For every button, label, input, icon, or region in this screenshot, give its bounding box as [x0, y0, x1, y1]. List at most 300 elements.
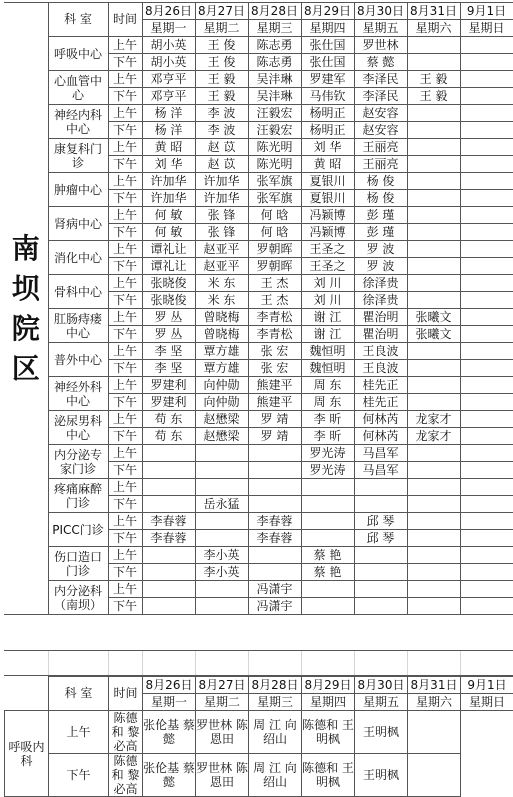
table-row — [4, 343, 513, 360]
doctor-cell — [195, 581, 248, 598]
doctor-cell: 王 毅 — [195, 71, 248, 88]
doctor-cell: 罗世林 — [354, 37, 407, 54]
time-slot: 上午 — [108, 105, 142, 122]
table-row — [4, 37, 513, 54]
doctor-cell: 马昌军 — [354, 445, 407, 462]
time-slot: 下午 — [108, 530, 142, 547]
doctor-cell: 罗光涛 — [301, 462, 354, 479]
weekday-header: 星期三 — [249, 694, 302, 711]
table-row — [4, 309, 513, 326]
grid-line — [142, 651, 143, 675]
dept-name: 肿瘤中心 — [48, 173, 108, 207]
doctor-cell — [407, 360, 460, 377]
doctor-cell: 陈德和 王明枫 — [302, 754, 355, 797]
weekday-header: 星期三 — [248, 20, 301, 37]
doctor-cell: 王 毅 — [407, 71, 460, 88]
doctor-cell: 赵亚平 — [195, 258, 248, 275]
doctor-cell — [460, 122, 513, 139]
doctor-cell — [301, 479, 354, 496]
doctor-cell: 覃方雄 — [195, 360, 248, 377]
weekday-header: 星期五 — [355, 694, 408, 711]
doctor-cell — [248, 445, 301, 462]
time-header: 时间 — [109, 677, 143, 711]
doctor-cell — [407, 37, 460, 54]
weekday-header: 星期一 — [143, 694, 196, 711]
doctor-cell — [460, 241, 513, 258]
grid-line — [460, 651, 461, 675]
doctor-cell: 彭 瑾 — [354, 207, 407, 224]
doctor-cell: 何林芮 — [354, 411, 407, 428]
schedule-table-nanba — [4, 2, 513, 615]
doctor-cell: 罗世林 陈恩田 — [196, 711, 249, 754]
doctor-cell: 李青松 — [248, 326, 301, 343]
doctor-cell: 张伦基 蔡 懿 — [143, 711, 196, 754]
dept-name: 肛肠痔瘘中心 — [48, 309, 108, 343]
table-row — [4, 445, 513, 462]
doctor-cell — [460, 564, 513, 581]
doctor-cell — [142, 479, 195, 496]
doctor-cell — [460, 547, 513, 564]
time-slot: 上午 — [108, 445, 142, 462]
doctor-cell: 何 晗 — [248, 207, 301, 224]
date-header: 8月29日 — [302, 677, 355, 694]
time-slot: 下午 — [108, 428, 142, 445]
doctor-cell: 张仕国 — [301, 37, 354, 54]
doctor-cell — [248, 547, 301, 564]
doctor-cell — [142, 462, 195, 479]
doctor-cell: 王明枫 — [355, 754, 408, 797]
doctor-cell — [460, 462, 513, 479]
doctor-cell — [407, 530, 460, 547]
doctor-cell: 罗朝晖 — [248, 241, 301, 258]
doctor-cell: 陈光明 — [248, 139, 301, 156]
doctor-cell: 赵 苡 — [195, 139, 248, 156]
doctor-cell: 张 锋 — [195, 207, 248, 224]
doctor-cell: 王 俊 — [195, 37, 248, 54]
doctor-cell — [407, 190, 460, 207]
weekday-header: 星期日 — [461, 694, 513, 711]
doctor-cell: 赵懋梁 — [195, 411, 248, 428]
doctor-cell: 张军旗 — [248, 190, 301, 207]
doctor-cell: 曾晓梅 — [195, 309, 248, 326]
dept-name: PICC门诊 — [48, 513, 108, 547]
doctor-cell — [460, 88, 513, 105]
time-slot: 下午 — [108, 54, 142, 71]
doctor-cell — [460, 190, 513, 207]
doctor-cell: 徐泽贵 — [354, 275, 407, 292]
date-header: 8月30日 — [355, 677, 408, 694]
doctor-cell — [460, 428, 513, 445]
time-slot: 上午 — [108, 513, 142, 530]
doctor-cell: 陈志勇 — [248, 54, 301, 71]
time-slot: 下午 — [108, 156, 142, 173]
doctor-cell: 李春蓉 — [142, 513, 195, 530]
weekday-header: 星期二 — [196, 694, 249, 711]
doctor-cell: 刘 华 — [142, 156, 195, 173]
date-header: 8月27日 — [195, 3, 248, 20]
doctor-cell: 胡小英 — [142, 37, 195, 54]
dept-name: 内分泌科（南坝） — [48, 581, 108, 615]
dept-header: 科 室 — [49, 677, 109, 711]
doctor-cell: 赵懋梁 — [195, 428, 248, 445]
doctor-cell — [407, 394, 460, 411]
doctor-cell — [460, 258, 513, 275]
doctor-cell — [407, 241, 460, 258]
doctor-cell: 罗世林 陈恩田 — [196, 754, 249, 797]
time-slot: 上午 — [108, 37, 142, 54]
grid-line — [108, 651, 109, 675]
doctor-cell: 夏银川 — [301, 190, 354, 207]
doctor-cell — [301, 598, 354, 615]
doctor-cell — [301, 581, 354, 598]
doctor-cell: 桂先正 — [354, 394, 407, 411]
dept-name: 消化中心 — [48, 241, 108, 275]
doctor-cell: 罗建军 — [301, 71, 354, 88]
doctor-cell — [407, 377, 460, 394]
doctor-cell: 张伦基 蔡 懿 — [143, 754, 196, 797]
doctor-cell — [407, 496, 460, 513]
doctor-cell: 瞿治明 — [354, 326, 407, 343]
time-slot: 上午 — [108, 241, 142, 258]
doctor-cell: 魏恒明 — [301, 343, 354, 360]
doctor-cell — [407, 445, 460, 462]
doctor-cell — [460, 326, 513, 343]
time-slot: 下午 — [108, 258, 142, 275]
doctor-cell — [407, 581, 460, 598]
doctor-cell — [301, 530, 354, 547]
doctor-cell: 夏银川 — [301, 173, 354, 190]
doctor-cell: 谢 江 — [301, 326, 354, 343]
weekday-header: 星期一 — [142, 20, 195, 37]
doctor-cell: 汪毅宏 — [248, 122, 301, 139]
time-header: 时间 — [108, 3, 142, 37]
doctor-cell — [142, 496, 195, 513]
doctor-cell — [354, 598, 407, 615]
doctor-cell — [460, 479, 513, 496]
dept-name: 疼痛麻醉门诊 — [48, 479, 108, 513]
doctor-cell: 吴沣琳 — [248, 88, 301, 105]
doctor-cell — [460, 377, 513, 394]
doctor-cell: 岳永猛 — [195, 496, 248, 513]
time-slot: 下午 — [108, 598, 142, 615]
blank-cell — [5, 677, 49, 711]
doctor-cell: 刘 华 — [301, 139, 354, 156]
dept-name: 康复科门诊 — [48, 139, 108, 173]
doctor-cell: 邓亨平 — [142, 71, 195, 88]
doctor-cell — [248, 479, 301, 496]
doctor-cell — [407, 54, 460, 71]
doctor-cell: 何林芮 — [354, 428, 407, 445]
dept-name: 骨科中心 — [48, 275, 108, 309]
doctor-cell: 龙家才 — [407, 411, 460, 428]
doctor-cell — [460, 581, 513, 598]
table-row — [5, 711, 513, 754]
doctor-cell — [407, 343, 460, 360]
doctor-cell — [460, 343, 513, 360]
doctor-cell — [142, 598, 195, 615]
doctor-cell: 杨 俊 — [354, 190, 407, 207]
doctor-cell: 赵 苡 — [195, 156, 248, 173]
doctor-cell — [460, 292, 513, 309]
doctor-cell: 李 昕 — [301, 411, 354, 428]
doctor-cell: 许加华 — [142, 173, 195, 190]
time-slot: 上午 — [108, 173, 142, 190]
time-slot: 上午 — [108, 547, 142, 564]
doctor-cell: 王丽亮 — [354, 156, 407, 173]
schedule-table-section2 — [4, 676, 513, 797]
doctor-cell — [407, 513, 460, 530]
doctor-cell: 陈光明 — [248, 156, 301, 173]
date-header: 8月26日 — [142, 3, 195, 20]
doctor-cell: 苟 东 — [142, 428, 195, 445]
time-slot: 下午 — [108, 496, 142, 513]
doctor-cell: 王丽亮 — [354, 139, 407, 156]
doctor-cell — [248, 564, 301, 581]
doctor-cell: 许加华 — [142, 190, 195, 207]
doctor-cell — [407, 598, 460, 615]
doctor-cell: 米 东 — [195, 292, 248, 309]
doctor-cell: 罗 波 — [354, 241, 407, 258]
doctor-cell: 王 杰 — [248, 292, 301, 309]
doctor-cell: 张晓俊 — [142, 275, 195, 292]
doctor-cell: 蔡 懿 — [354, 54, 407, 71]
doctor-cell — [195, 445, 248, 462]
doctor-cell: 王 俊 — [195, 54, 248, 71]
doctor-cell — [460, 173, 513, 190]
dept-name: 泌尿男科中心 — [48, 411, 108, 445]
date-header: 8月30日 — [354, 3, 407, 20]
table-row — [4, 547, 513, 564]
doctor-cell: 苟 东 — [142, 411, 195, 428]
doctor-cell: 罗朝晖 — [248, 258, 301, 275]
dept-name: 伤口造口门诊 — [48, 547, 108, 581]
doctor-cell: 李泽民 — [354, 88, 407, 105]
doctor-cell — [142, 581, 195, 598]
doctor-cell: 李泽民 — [354, 71, 407, 88]
doctor-cell: 杨明正 — [301, 105, 354, 122]
campus-label: 南坝院区 — [4, 3, 48, 615]
doctor-cell: 谭礼让 — [142, 241, 195, 258]
grid-line — [301, 651, 302, 675]
doctor-cell: 杨明正 — [301, 122, 354, 139]
doctor-cell: 李 波 — [195, 122, 248, 139]
doctor-cell: 蔡 艳 — [301, 547, 354, 564]
doctor-cell: 何 敏 — [142, 224, 195, 241]
doctor-cell — [407, 462, 460, 479]
weekday-header: 星期四 — [302, 694, 355, 711]
dept-name: 呼吸中心 — [48, 37, 108, 71]
time-slot: 下午 — [108, 462, 142, 479]
grid-line — [354, 651, 355, 675]
doctor-cell: 张 宏 — [248, 360, 301, 377]
doctor-cell: 周 江 向绍山 — [249, 711, 302, 754]
table-row — [4, 139, 513, 156]
time-slot: 下午 — [108, 88, 142, 105]
doctor-cell — [460, 411, 513, 428]
doctor-cell — [301, 513, 354, 530]
doctor-cell: 向仲勋 — [195, 394, 248, 411]
grid-line — [248, 651, 249, 675]
doctor-cell — [460, 71, 513, 88]
time-slot: 上午 — [49, 711, 109, 754]
doctor-cell — [407, 258, 460, 275]
doctor-cell — [407, 139, 460, 156]
doctor-cell: 王圣之 — [301, 241, 354, 258]
doctor-cell: 彭 瑾 — [354, 224, 407, 241]
doctor-cell — [248, 496, 301, 513]
time-slot: 上午 — [108, 207, 142, 224]
doctor-cell — [460, 394, 513, 411]
doctor-cell: 王 杰 — [248, 275, 301, 292]
doctor-cell: 罗建利 — [142, 377, 195, 394]
doctor-cell — [195, 462, 248, 479]
time-slot: 上午 — [108, 377, 142, 394]
doctor-cell — [407, 224, 460, 241]
doctor-cell: 杨 洋 — [142, 122, 195, 139]
doctor-cell — [407, 207, 460, 224]
doctor-cell: 王 毅 — [195, 88, 248, 105]
doctor-cell — [407, 105, 460, 122]
doctor-cell: 何 晗 — [248, 224, 301, 241]
doctor-cell — [460, 513, 513, 530]
date-header: 8月31日 — [408, 677, 461, 694]
doctor-cell: 李春蓉 — [248, 513, 301, 530]
time-slot: 下午 — [108, 122, 142, 139]
doctor-cell — [460, 207, 513, 224]
table-row — [4, 71, 513, 88]
dept-name: 普外中心 — [48, 343, 108, 377]
doctor-cell — [195, 598, 248, 615]
doctor-cell: 张仕国 — [301, 54, 354, 71]
dept-name: 内分泌专家门诊 — [48, 445, 108, 479]
doctor-cell — [354, 547, 407, 564]
doctor-cell: 冯颖博 — [301, 207, 354, 224]
table-row — [4, 241, 513, 258]
doctor-cell: 王良波 — [354, 343, 407, 360]
weekday-header: 星期四 — [301, 20, 354, 37]
date-header: 9月1日 — [460, 3, 513, 20]
doctor-cell: 张曦文 — [407, 326, 460, 343]
weekday-header: 星期五 — [354, 20, 407, 37]
doctor-cell: 龙家才 — [407, 428, 460, 445]
date-header: 8月26日 — [143, 677, 196, 694]
doctor-cell: 陈德和 王明枫 — [302, 711, 355, 754]
doctor-cell: 冯潇宇 — [248, 581, 301, 598]
doctor-cell: 李青松 — [248, 309, 301, 326]
date-header: 8月31日 — [407, 3, 460, 20]
time-slot: 上午 — [108, 139, 142, 156]
doctor-cell: 罗光涛 — [301, 445, 354, 462]
doctor-cell: 邱 琴 — [354, 530, 407, 547]
doctor-cell — [354, 564, 407, 581]
doctor-cell: 冯颖博 — [301, 224, 354, 241]
weekday-header: 星期六 — [407, 20, 460, 37]
doctor-cell: 马伟钦 — [301, 88, 354, 105]
table-row — [5, 754, 513, 797]
dept-name: 神经内科中心 — [48, 105, 108, 139]
doctor-cell: 王明枫 — [355, 711, 408, 754]
doctor-cell: 桂先正 — [354, 377, 407, 394]
table-row — [4, 411, 513, 428]
doctor-cell: 瞿治明 — [354, 309, 407, 326]
doctor-cell — [460, 598, 513, 615]
doctor-cell: 覃方雄 — [195, 343, 248, 360]
doctor-cell: 赵安容 — [354, 105, 407, 122]
doctor-cell: 张晓俊 — [142, 292, 195, 309]
time-slot: 下午 — [108, 326, 142, 343]
table-row — [4, 207, 513, 224]
doctor-cell: 邓亨平 — [142, 88, 195, 105]
doctor-cell: 李春蓉 — [142, 530, 195, 547]
doctor-cell — [407, 122, 460, 139]
doctor-cell — [460, 105, 513, 122]
doctor-cell: 谢 江 — [301, 309, 354, 326]
doctor-cell — [195, 530, 248, 547]
grid-line — [407, 651, 408, 675]
date-header: 8月28日 — [249, 677, 302, 694]
grid-line — [48, 651, 49, 675]
doctor-cell: 吴沣琳 — [248, 71, 301, 88]
time-slot: 下午 — [108, 360, 142, 377]
table-row — [4, 105, 513, 122]
time-slot: 下午 — [108, 394, 142, 411]
time-slot: 下午 — [108, 224, 142, 241]
time-slot: 上午 — [108, 275, 142, 292]
doctor-cell: 周 东 — [301, 394, 354, 411]
doctor-cell: 罗 靖 — [248, 411, 301, 428]
table-row — [4, 275, 513, 292]
doctor-cell — [460, 156, 513, 173]
doctor-cell: 罗建利 — [142, 394, 195, 411]
doctor-cell: 汪毅宏 — [248, 105, 301, 122]
grid-line — [195, 651, 196, 675]
doctor-cell — [142, 445, 195, 462]
doctor-cell: 罗 丛 — [142, 309, 195, 326]
time-slot: 上午 — [108, 411, 142, 428]
doctor-cell — [407, 547, 460, 564]
doctor-cell — [301, 496, 354, 513]
doctor-cell: 魏恒明 — [301, 360, 354, 377]
doctor-cell: 陈志勇 — [248, 37, 301, 54]
doctor-cell — [460, 37, 513, 54]
doctor-cell — [408, 754, 461, 797]
time-slot: 下午 — [49, 754, 109, 797]
date-header: 8月27日 — [196, 677, 249, 694]
doctor-cell: 米 东 — [195, 275, 248, 292]
weekday-header: 星期二 — [195, 20, 248, 37]
time-slot: 下午 — [108, 190, 142, 207]
weekday-header: 星期六 — [408, 694, 461, 711]
doctor-cell — [142, 564, 195, 581]
doctor-cell — [354, 581, 407, 598]
doctor-cell: 刘 川 — [301, 275, 354, 292]
doctor-cell — [460, 139, 513, 156]
doctor-cell: 黄 昭 — [142, 139, 195, 156]
table-row — [4, 581, 513, 598]
doctor-cell: 马昌军 — [354, 462, 407, 479]
doctor-cell: 胡小英 — [142, 54, 195, 71]
doctor-cell: 杨 俊 — [354, 173, 407, 190]
doctor-cell: 王良波 — [354, 360, 407, 377]
doctor-cell: 杨 洋 — [142, 105, 195, 122]
doctor-cell: 李 坚 — [142, 343, 195, 360]
doctor-cell: 刘 川 — [301, 292, 354, 309]
doctor-cell: 王 毅 — [407, 88, 460, 105]
doctor-cell: 何 敏 — [142, 207, 195, 224]
weekday-header: 星期日 — [460, 20, 513, 37]
doctor-cell: 周 江 向绍山 — [249, 754, 302, 797]
doctor-cell — [460, 360, 513, 377]
